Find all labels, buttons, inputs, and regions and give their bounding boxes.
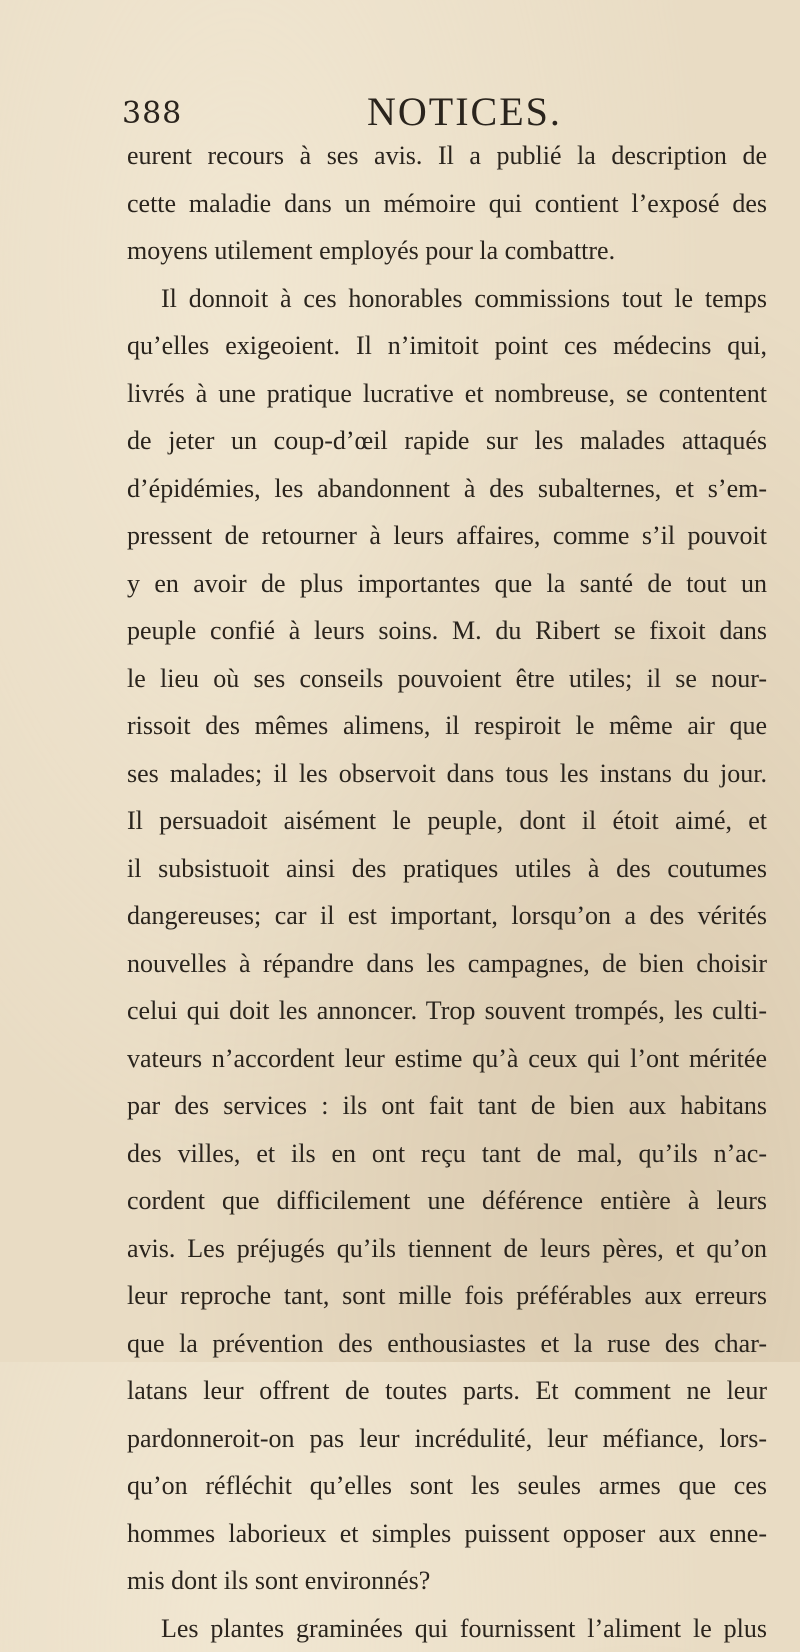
text-line: vateurs n’accordent leur estime qu’à ceux qui l’ont méritée [127, 1035, 767, 1083]
text-line: qu’elles exigeoient. Il n’imitoit point ces médecins qui, [127, 322, 767, 370]
text-line: des villes, et ils en ont reçu tant de mal, qu’ils n’ac- [127, 1130, 767, 1178]
page-header [122, 88, 762, 138]
text-line: latans leur offrent de toutes parts. Et comment ne leur [127, 1367, 767, 1415]
text-line: que la prévention des enthousiastes et la ruse des char- [127, 1320, 767, 1368]
text-line: le lieu où ses conseils pouvoient être utiles; il se nour- [127, 655, 767, 703]
page-number: 388 [122, 96, 182, 131]
body-text [127, 132, 767, 1652]
text-line: y en avoir de plus importantes que la santé de tout un [127, 560, 767, 608]
text-line: moyens utilement employés pour la combattre. [127, 227, 767, 275]
text-line: Les plantes graminées qui fournissent l’aliment le plus [127, 1605, 767, 1652]
text-line: rissoit des mêmes alimens, il respiroit le même air que [127, 702, 767, 750]
text-line: d’épidémies, les abandonnent à des subalternes, et s’em- [127, 465, 767, 513]
running-title: NOTICES. [367, 88, 562, 135]
text-line: dangereuses; car il est important, lorsqu’on a des vérités [127, 892, 767, 940]
text-line: eurent recours à ses avis. Il a publié la description de [127, 132, 767, 180]
text-line: il subsistuoit ainsi des pratiques utiles à des coutumes [127, 845, 767, 893]
text-line: par des services : ils ont fait tant de bien aux habitans [127, 1082, 767, 1130]
text-line: peuple confié à leurs soins. M. du Ribert se fixoit dans [127, 607, 767, 655]
text-line: qu’on réfléchit qu’elles sont les seules armes que ces [127, 1462, 767, 1510]
text-line: pressent de retourner à leurs affaires, comme s’il pouvoit [127, 512, 767, 560]
text-line: Il persuadoit aisément le peuple, dont il étoit aimé, et [127, 797, 767, 845]
text-line: celui qui doit les annoncer. Trop souvent trompés, les culti- [127, 987, 767, 1035]
text-line: de jeter un coup-d’œil rapide sur les malades attaqués [127, 417, 767, 465]
text-line: mis dont ils sont environnés? [127, 1557, 767, 1605]
text-line: pardonneroit-on pas leur incrédulité, leur méfiance, lors- [127, 1415, 767, 1463]
text-line: livrés à une pratique lucrative et nombreuse, se contentent [127, 370, 767, 418]
text-line: avis. Les préjugés qu’ils tiennent de leurs pères, et qu’on [127, 1225, 767, 1273]
text-line: hommes laborieux et simples puissent opposer aux enne- [127, 1510, 767, 1558]
text-line: cette maladie dans un mémoire qui contient l’exposé des [127, 180, 767, 228]
text-line: Il donnoit à ces honorables commissions tout le temps [127, 275, 767, 323]
text-line: ses malades; il les observoit dans tous les instans du jour. [127, 750, 767, 798]
text-line: leur reproche tant, sont mille fois préférables aux erreurs [127, 1272, 767, 1320]
text-line: cordent que difficilement une déférence entière à leurs [127, 1177, 767, 1225]
text-line: nouvelles à répandre dans les campagnes, de bien choisir [127, 940, 767, 988]
